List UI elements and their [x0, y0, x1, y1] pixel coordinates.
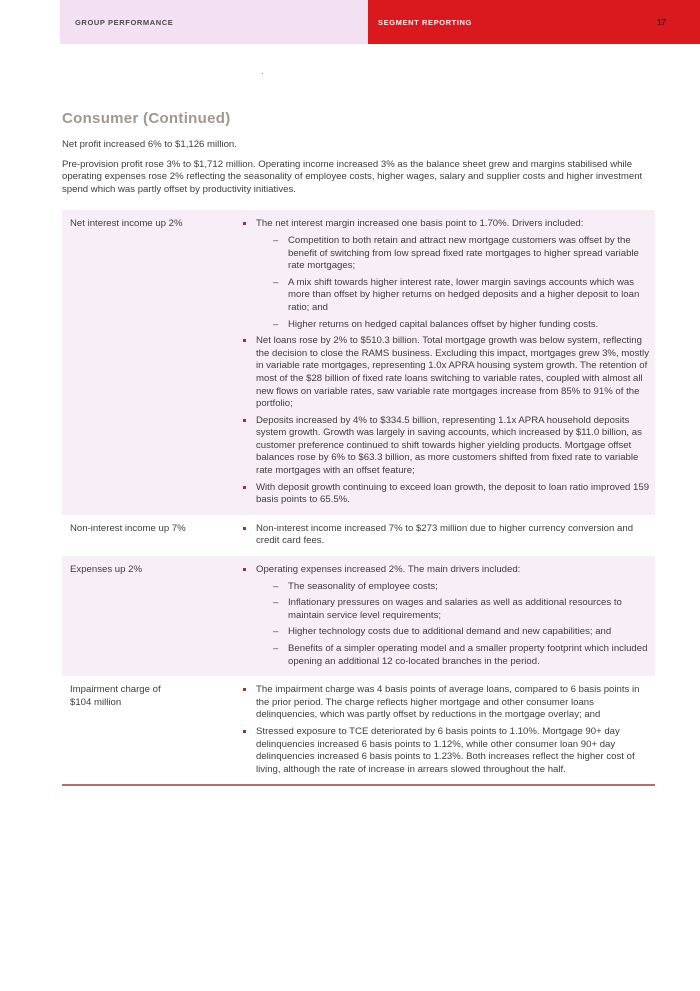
intro-paragraph-1: Net profit increased 6% to $1,126 million.	[62, 139, 237, 150]
sub-bullet-text: Benefits of a simpler operating model and a smaller property footprint which included opening an additional 12 co-located branches in the period.	[288, 643, 648, 667]
row-label-line1: Net interest income up 2%	[70, 218, 183, 230]
header-tab-group-performance: GROUP PERFORMANCE	[75, 17, 174, 27]
intro-paragraph-2: Pre-provision profit rose 3% to $1,712 million. Operating income increased 3% as the balance sheet grew and margins stabilised while operating expenses rose 2% reflecting the seasonality of employee costs, higher wages, salary and supplier costs and higher investment spend which was partly offset by productivity initiatives.	[62, 158, 643, 195]
bullet-item	[240, 564, 650, 668]
bullet-marker-icon	[240, 218, 256, 331]
row-label-line1: Impairment charge of	[70, 684, 161, 696]
bullet-text: With deposit growth continuing to exceed loan growth, the deposit to loan ratio improved 159 basis points to 65.5%.	[256, 481, 650, 506]
sub-bullet-text: Higher returns on hedged capital balances offset by higher funding costs.	[288, 318, 599, 330]
row-label	[62, 564, 240, 668]
bullet-text: The net interest margin increased one basis point to 1.70%. Drivers included:	[256, 218, 584, 230]
bullet-text: The impairment charge was 4 basis points of average loans, compared to 6 basis points in the prior period. The charge reflects higher mortgage and other consumer loans delinquencies, which was partly offset by reductions in the mortgage overlay; and	[256, 684, 640, 721]
row-label-line1: Expenses up 2%	[70, 564, 142, 576]
sub-bullet-list	[256, 235, 650, 331]
sub-bullet-item	[273, 597, 650, 622]
bullet-item	[240, 523, 650, 548]
bullet-item	[240, 218, 650, 331]
dash-marker: –	[273, 597, 279, 609]
bullet-marker-icon	[240, 564, 256, 668]
row-label	[62, 218, 240, 506]
sub-bullet-item	[273, 581, 650, 594]
bullet-item	[240, 726, 650, 776]
header-segment-right	[368, 0, 700, 44]
main-content	[62, 110, 655, 786]
table-row	[62, 210, 655, 514]
bullet-marker-icon	[240, 482, 256, 507]
dash-marker: –	[273, 318, 279, 330]
header-segment-left	[60, 0, 368, 44]
bullet-item	[240, 415, 650, 478]
sub-bullet-text: Higher technology costs due to additional demand and new capabilities; and	[288, 626, 612, 638]
bullet-text: Net loans rose by 2% to $510.3 billion. Total mortgage growth was below system, reflecting the decision to close the RAMS business. Excluding this impact, mortgages grew 3%, mostly in variable rate mortgages, representing 1.0x APRA housing system growth. The retention of most of the $28 billion of fixed rate loans switching to variable rates, coupled with almost all new flows on variable rates, saw variable rate mortgages increase from 85% to 91% of the portfolio;	[256, 335, 649, 410]
row-label	[62, 523, 240, 548]
dash-marker: –	[273, 643, 279, 654]
sub-bullet-list	[256, 581, 650, 669]
sub-bullet-item	[273, 235, 650, 273]
sub-bullet-text: Inflationary pressures on wages and salaries as well as additional resources to maintain service level requirements;	[288, 597, 622, 621]
dash-marker: –	[273, 580, 279, 592]
bullet-marker-icon	[240, 335, 256, 411]
table-row	[62, 515, 655, 556]
bullet-text: Operating expenses increased 2%. The main drivers included:	[256, 564, 521, 576]
bullet-marker-icon	[240, 523, 256, 548]
sub-bullet-item	[273, 319, 650, 332]
bullet-marker-icon	[240, 726, 256, 776]
sub-bullet-item	[273, 626, 650, 639]
row-content	[240, 564, 655, 668]
table-row	[62, 676, 655, 784]
bullet-item	[240, 335, 650, 411]
bullet-text: Deposits increased by 4% to $334.5 billion, representing 1.1x APRA household deposits system growth. Growth was largely in saving accounts, which increased by $11.0 billion, as customer preference continued to shift towards higher yielding products. Mortgage offset balances rose by 6% to $63.3 billion, as more customers shifted from fixed rate to variable rate mortgages with an offset feature;	[256, 414, 642, 477]
bullet-text: Non-interest income increased 7% to $273 million due to higher currency conversion and credit card fees.	[256, 522, 634, 547]
row-content	[240, 218, 655, 506]
stray-mark: .	[261, 66, 264, 77]
row-label	[62, 684, 240, 776]
sub-bullet-text: The seasonality of employee costs;	[288, 580, 438, 592]
commentary-table	[62, 210, 655, 786]
page-header-bar	[60, 0, 700, 44]
dash-marker: –	[273, 276, 279, 288]
row-label-line2: $104 million	[70, 696, 122, 708]
bullet-item	[240, 684, 650, 722]
table-row	[62, 556, 655, 676]
bullet-text: Stressed exposure to TCE deteriorated by 6 basis points to 1.10%. Mortgage 90+ day delinquencies increased 6 basis points to 1.12%, while other consumer loan 90+ day delinquencies increased 6 basis points to 1.23%. Both increases reflect the higher cost of living, although the rate of increase in arrears slowed throughout the half.	[256, 725, 635, 775]
sub-bullet-item	[273, 643, 650, 668]
bullet-item	[240, 482, 650, 507]
bullet-marker-icon	[240, 684, 256, 722]
header-tab-segment-reporting: SEGMENT REPORTING	[378, 17, 472, 27]
dash-marker: –	[273, 234, 279, 246]
bullet-marker-icon	[240, 415, 256, 478]
sub-bullet-text: Competition to both retain and attract new mortgage customers was offset by the benefit of switching from low spread fixed rate mortgages to higher spread variable rate mortgages;	[288, 234, 639, 272]
sub-bullet-text: A mix shift towards higher interest rate, lower margin savings accounts which was more than offset by higher returns on hedged deposits and a higher deposit to loan ratio; and	[288, 276, 640, 313]
page-number: 17	[657, 17, 666, 27]
row-label-line1: Non-interest income up 7%	[70, 522, 186, 534]
dash-marker: –	[273, 626, 279, 638]
sub-bullet-item	[273, 277, 650, 315]
row-content	[240, 523, 655, 548]
page-title: Consumer (Continued)	[62, 110, 231, 127]
row-content	[240, 684, 655, 776]
